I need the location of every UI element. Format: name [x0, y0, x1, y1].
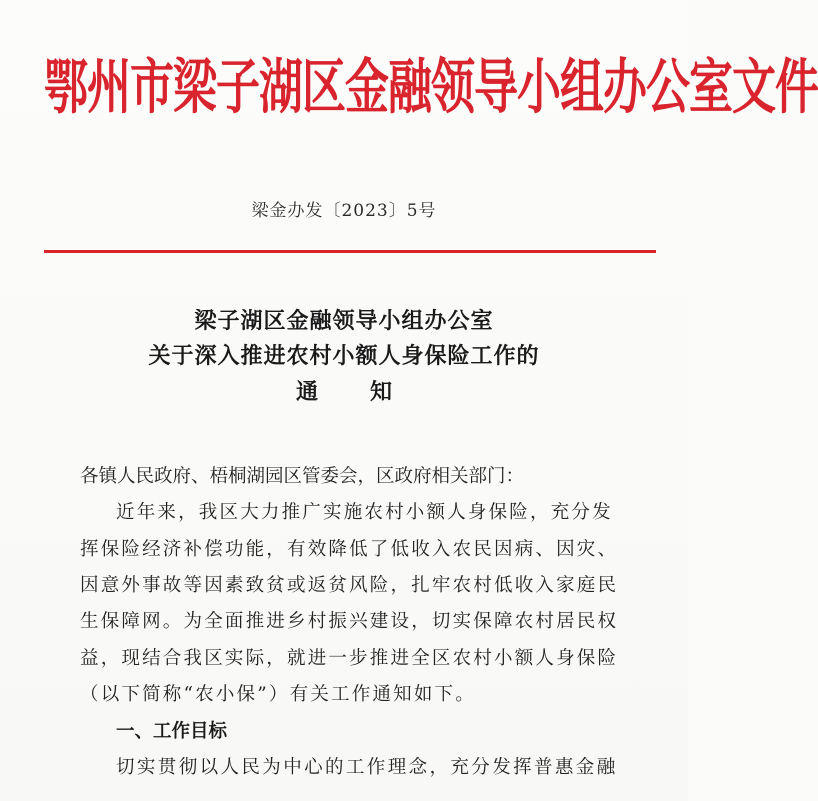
paragraph-line: 挥保险经济补偿功能，有效降低了低收入农民因病、因灾、: [80, 539, 619, 560]
notice-title-line-1: 梁子湖区金融领导小组办公室: [194, 309, 494, 334]
red-header-title: 鄂州市梁子湖区金融领导小组办公室文件: [44, 53, 818, 123]
document-number: 梁金办发〔2023〕5号: [251, 201, 437, 221]
paragraph-line: （以下简称“农小保”）有关工作通知如下。: [80, 684, 476, 705]
paragraph-line: 近年来，我区大力推广实施农村小额人身保险，充分发: [116, 502, 613, 523]
salutation: 各镇人民政府、梧桐湖园区管委会，区政府相关部门：: [80, 466, 525, 487]
notice-title-line-3: 通知: [295, 380, 444, 405]
section-heading: 一、工作目标: [116, 721, 228, 742]
paragraph-line: 因意外事故等因素致贫或返贫风险，扎牢农村低收入家庭民: [80, 575, 619, 596]
notice-title-line-2: 关于深入推进农村小额人身保险工作的: [148, 344, 540, 369]
paragraph-line: 益，现结合我区实际，就进一步推进全区农村小额人身保险: [80, 648, 619, 669]
red-divider-line: [44, 250, 656, 253]
paragraph-line: 生保障网。为全面推进乡村振兴建设，切实保障农村居民权: [80, 611, 619, 632]
paragraph-line: 切实贯彻以人民为中心的工作理念，充分发挥普惠金融: [116, 757, 618, 778]
